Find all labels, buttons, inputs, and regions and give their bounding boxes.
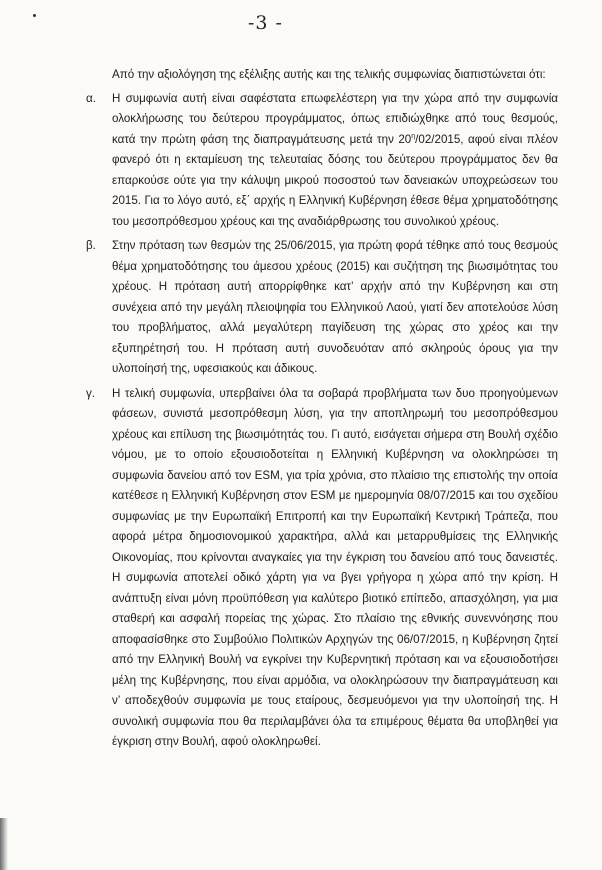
list-item-gamma bbox=[86, 384, 558, 753]
list-item-alpha bbox=[86, 89, 558, 233]
text-segment: /02/2015, αφού είναι πλέον φανερό ότι η εκταμίευση της τελευταίας δόσης του δεύτερου προγράμματος δεν θα επαρκούσε ούτε για την κάλυψη μικρού ποσοστού των δανειακών υποχρεώσεων του 2015. Για το λόγο αυτό, εξ΄ αρχής η Ελληνική Κυβέρνηση έθεσε θέμα χρηματοδότησης του μεσοπρόθεσμου χρέους και της αναδιάρθρωσης του συνολικού χρέους. bbox=[112, 132, 558, 228]
list-item-beta bbox=[86, 236, 558, 380]
page-number: -3 - bbox=[248, 12, 283, 34]
intro-paragraph: Από την αξιολόγηση της εξέλιξης αυτής και της τελικής συμφωνίας διαπιστώνεται ότι: bbox=[112, 68, 546, 81]
list-marker: β. bbox=[86, 239, 96, 252]
list-marker: γ. bbox=[86, 386, 96, 400]
document-body bbox=[86, 65, 558, 757]
text-segment: Η συμφωνία αυτή είναι σαφέστατα επωφελέστερη για την χώρα από την συμφωνία ολοκλήρωσης του δεύτερου προγράμματος, όπως επιδιώχθηκε από τους θεσμούς, κατά την πρώτη φάση της διαπραγμάτευσης μετά την 20 bbox=[112, 91, 558, 146]
list-item-text bbox=[112, 89, 558, 233]
list-item-text: Η τελική συμφωνία, υπερβαίνει όλα τα σοβαρά προβλήματα των δυο προηγούμενων φάσεων, συνιστά μεσοπρόθεσμη λύση, για την αποπληρωμή του μεσοπρόθεσμου χρέους και επίλυση της βιωσιμότητάς του. Γι αυτό, εισάγεται σήμερα στη Βουλή σχέδιο νόμου, με το οποίο εξουσιοδοτείται η Ελληνική Κυβέρνηση να ολοκληρώσει τη συμφωνία δανείου από τον ESM, για τρία χρόνια, στο πλαίσιο της επιστολής την οποία κατέθεσε η Ελληνική Κυβέρνηση στον ESM με ημερομηνία 08/07/2015 και του σχεδίου συμφωνίας με την Ευρωπαϊκή Επιτροπή και την Ευρωπαϊκή Κεντρική Τράπεζα, που αφορά μέτρα δημοσιονομικού χαρακτήρα, αλλά και μεταρρυθμίσεις της Ελληνικής Οικονομίας, που κρίνονται αναγκαίες για την έγκριση του δανείου από τους δανειστές. Η συμφωνία αποτελεί οδικό χάρτη για να βγει γρήγορα η χώρα από την κρίση. Η ανάπτυξη είναι μόνη προϋπόθεση για καλύτερο βιοτικό επίπεδο, απασχόληση, για μια σταθερή και ασφαλή πορείας της χώρας. Στο πλαίσιο της εθνικής συνεννόησης που αποφασίσθηκε στο Συμβούλιο Πολιτικών Αρχηγών της 06/07/2015, η Κυβέρνηση ζητεί από την Ελληνική Βουλή να εγκρίνει την Κυβερνητική πρόταση και να εξουσιοδοτήσει μέλη της Κυβέρνησης, που είναι αρμόδια, να ολοκληρώσουν την διαπραγμάτευση και ν’ αποδεχθούν συμφωνία με τους εταίρους, δεσμευόμενοι για την υλοποίησή της. Η συνολική συμφωνία που θα περιλαμβάνει όλα τα επιμέρους θέματα θα υποβληθεί για έγκριση στην Βουλή, αφού ολοκληρωθεί. bbox=[112, 386, 558, 748]
scan-dot-mark bbox=[33, 14, 36, 17]
ordinal-superscript: η bbox=[411, 132, 416, 140]
list-item-text: Στην πρόταση των θεσμών της 25/06/2015, για πρώτη φορά τέθηκε από τους θεσμούς θέμα χρηματοδότησης του άμεσου χρέους (2015) και συζήτηση της βιωσιμότητας του χρέους. Η πρόταση αυτή απορρίφθηκε κατ’ αρχήν από την Κυβέρνηση και στη συνέχεια από την μεγάλη πλειοψηφία του Ελληνικού Λαού, γιατί δεν αποτελούσε λύση του προβλήματος, αλλά μεγαλύτερη παγίδευση της χώρας στο χρέος και την εξυπηρέτησή του. Η πρόταση αυτή συνοδευόταν από σκληρούς όρους για την υλοποίησή της, υφεσιακούς και άδικους. bbox=[112, 239, 558, 375]
list-marker: α. bbox=[86, 91, 96, 105]
scan-edge-shadow bbox=[0, 818, 8, 870]
